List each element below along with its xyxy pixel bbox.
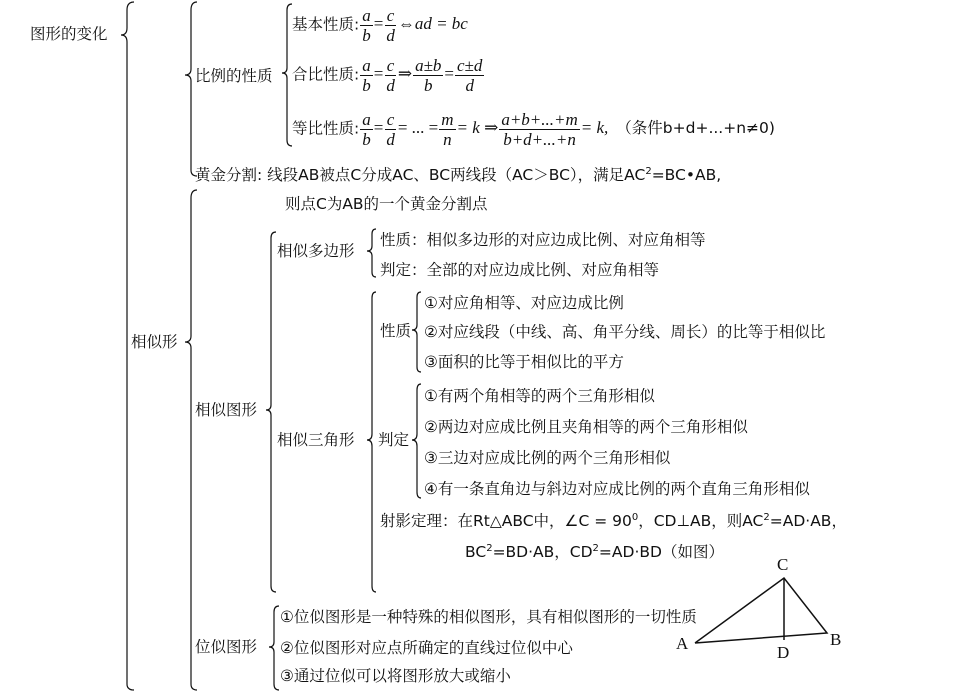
similar-polygon-title: 相似多边形: [277, 242, 355, 260]
root-title: 图形的变化: [30, 25, 108, 43]
brace-triangle: [367, 292, 376, 592]
brace-judge: [412, 384, 421, 498]
polygon-judgement: 判定：全部的对应边成比例、对应角相等: [380, 261, 660, 279]
similar-shapes-title: 相似形: [131, 333, 178, 351]
triangle-property-item: ②对应线段（中线、高、角平分线、周长）的比等于相似比: [424, 323, 826, 341]
triangle-property-item: ①对应角相等、对应边成比例: [424, 294, 624, 312]
homothety-item: ①位似图形是一种特殊的相似图形，具有相似图形的一切性质: [280, 608, 697, 626]
brace-ratio-props: [282, 4, 292, 146]
triangle-property-item: ③面积的比等于相似比的平方: [424, 353, 624, 371]
triangle-judgement-item: ③三边对应成比例的两个三角形相似: [424, 449, 671, 467]
triangle-judgement-item: ②两边对应成比例且夹角相等的两个三角形相似: [424, 418, 748, 436]
similar-triangle-title: 相似三角形: [277, 431, 355, 449]
brace-homothety: [269, 606, 279, 690]
brace-polygon: [367, 229, 376, 277]
brace-prop: [412, 292, 421, 372]
basic-property: 基本性质: $\frac{a}{b}$ = $\frac{c}{d}$ ⇔ad = bc: [292, 6, 468, 45]
homothety-item: ③通过位似可以将图形放大或缩小: [280, 667, 511, 685]
similar-figures-title: 相似图形: [195, 401, 258, 419]
vertex-c-label: C: [777, 555, 789, 574]
ratio-props-title: 比例的性质: [195, 67, 273, 85]
triangle-judgement-item: ①有两个角相等的两个三角形相似: [424, 387, 655, 405]
triangle-judgement-label: 判定: [378, 431, 410, 449]
combine-property: 合比性质: $\frac{a}{b}$ = $\frac{c}{d}$ ⇒ $\frac{a\pm b}{b}$ = $\frac{c\pm d}{d}$: [292, 56, 483, 95]
foot-d-label: D: [777, 643, 790, 662]
vertex-b-label: B: [830, 630, 842, 649]
golden-section-line1: 黄金分割: 线段AB被点C分成AC、BC两线段（AC＞BC），满足$AC^2=BC•AB$,: [195, 165, 722, 184]
projection-theorem-line1: 射影定理：在Rt△ABC中，∠C = $90^0$，CD⊥AB，则$AC^2=AD\cdot AB$，: [380, 511, 847, 530]
brace-similar: [185, 190, 197, 690]
triangle-property-label: 性质: [380, 322, 412, 340]
equal-property: 等比性质: $\frac{a}{b}$ = $\frac{c}{d}$ = ... = $\frac{m}{n}$ = k ⇒ $\frac{a+b+...+m}{b+d+...+n}$ = k, （条件b+d+...+n≠0): [292, 110, 775, 149]
vertex-a-label: A: [676, 634, 689, 653]
triangle-judgement-item: ④有一条直角边与斜边对应成比例的两个直角三角形相似: [424, 480, 810, 498]
homothety-title: 位似图形: [195, 638, 258, 656]
homothety-item: ②位似图形对应点所确定的直线过位似中心: [280, 639, 573, 657]
projection-theorem-line2: $BC^2=BD\cdot AB$，$CD^2=AD\cdot BD$（如图）: [465, 542, 724, 561]
brace-ratio: [185, 2, 197, 176]
brace-figures: [266, 232, 276, 592]
polygon-property: 性质：相似多边形的对应边成比例、对应角相等: [380, 231, 706, 249]
golden-section-line2: 则点C为AB的一个黄金分割点: [285, 195, 488, 213]
homothety-item-clip: [280, 604, 740, 630]
